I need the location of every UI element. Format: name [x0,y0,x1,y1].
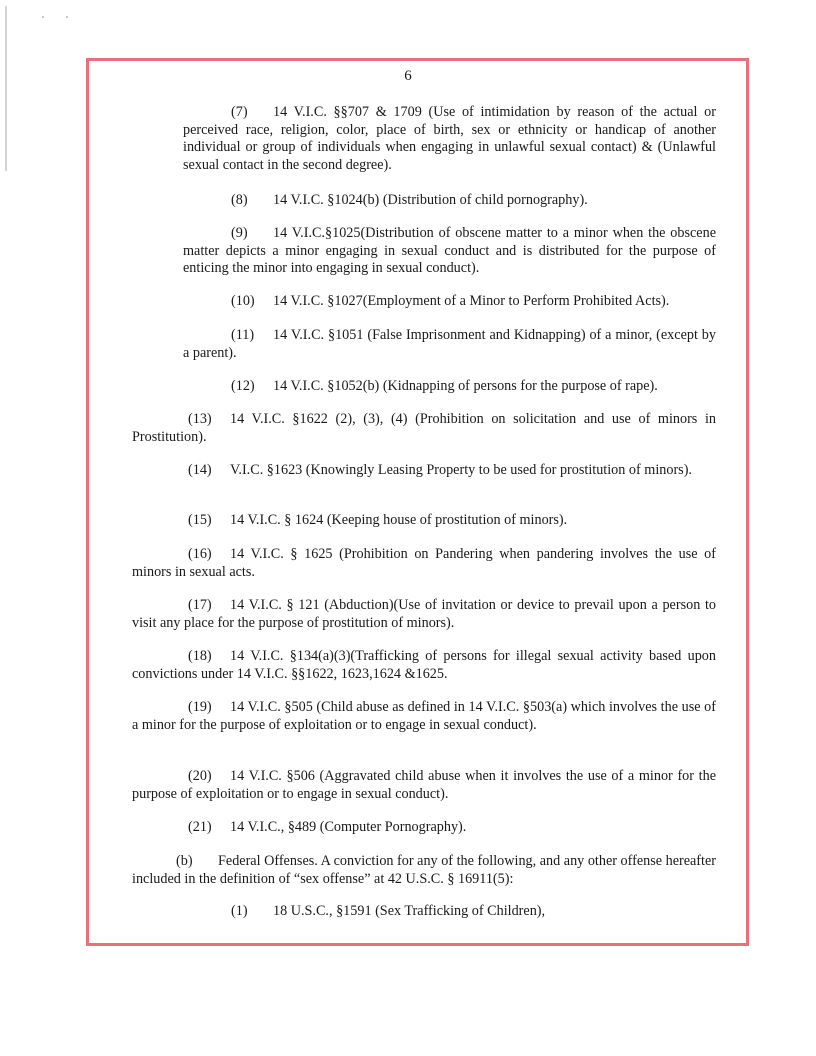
item-text: 14 V.I.C. § 1625 (Prohibition on Pandering when pandering involves the use of minors in sexual acts. [132,546,716,580]
page-number: 6 [404,68,412,84]
item-text: 14 V.I.C., §489 (Computer Pornography). [230,819,467,835]
list-item [132,597,716,632]
item-text: 14 V.I.C. §134(a)(3)(Trafficking of persons for illegal sexual activity based upon convictions under 14 V.I.C. §§1622, 1623,1624 &1625. [132,648,716,682]
list-item [132,819,716,837]
list-item [132,699,716,734]
list-item [183,293,716,311]
item-text: 14 V.I.C. §§707 & 1709 (Use of intimidation by reason of the actual or perceived race, religion, color, place of birth, sex or ethnicity or handicap of another individual or group of individuals when engaging in unlawful sexual contact) & (Unlawful sexual contact in the second degree). [183,104,716,173]
list-item [132,512,716,530]
item-number: (21) [188,819,212,835]
item-text: 18 U.S.C., §1591 (Sex Trafficking of Children), [273,903,546,919]
item-text: 14 V.I.C. §1052(b) (Kidnapping of persons for the purpose of rape). [273,378,658,394]
item-number: (9) [231,225,248,241]
item-text: 14 V.I.C. §506 (Aggravated child abuse when it involves the use of a minor for the purpose of exploitation or to engage in sexual conduct). [132,768,716,802]
item-text: 14 V.I.C. §505 (Child abuse as defined in 14 V.I.C. §503(a) which involves the use of a minor for the purpose of exploitation or to engage in sexual conduct). [132,699,716,733]
item-text: 14 V.I.C. §1622 (2), (3), (4) (Prohibition on solicitation and use of minors in Prostitution). [132,411,716,445]
item-number: (17) [188,597,212,613]
list-item [132,411,716,446]
item-number: (16) [188,546,212,562]
list-item [132,546,716,581]
item-number: (7) [231,104,248,120]
list-item [132,768,716,803]
item-number: (15) [188,512,212,528]
item-number: (10) [231,293,255,309]
item-text: V.I.C. §1623 (Knowingly Leasing Property to be used for prostitution of minors). [230,462,692,478]
item-number: (11) [231,327,255,343]
list-item [183,192,716,210]
item-text: 14 V.I.C. §1051 (False Imprisonment and Kidnapping) of a minor, (except by a parent). [183,327,716,361]
list-item [183,378,716,396]
list-item [183,225,716,278]
item-number: (18) [188,648,212,664]
list-item [183,903,716,921]
item-number: (19) [188,699,212,715]
list-item [132,648,716,683]
scan-speck [42,16,44,18]
item-text: 14 V.I.C. § 1624 (Keeping house of prostitution of minors). [230,512,568,528]
item-number: (13) [188,411,212,427]
item-text: 14 V.I.C. §1027(Employment of a Minor to Perform Prohibited Acts). [273,293,670,309]
item-number: (20) [188,768,212,784]
item-text: 14 V.I.C. §1024(b) (Distribution of child pornography). [273,192,588,208]
item-text: 14 V.I.C. § 121 (Abduction)(Use of invitation or device to prevail upon a person to visit any place for the purpose of prostitution of minors). [132,597,716,631]
section-text: Federal Offenses. A conviction for any of the following, and any other offense hereafter included in the definition of “sex offense” at 42 U.S.C. § 16911(5): [132,853,716,887]
item-text: 14 V.I.C.§1025(Distribution of obscene matter to a minor when the obscene matter depicts a minor engaging in sexual conduct and is distributed for the purpose of enticing the minor into engaging in sexual conduct). [183,225,716,276]
section-heading-federal [132,853,716,888]
item-number: (14) [188,462,212,478]
section-number: (b) [176,853,193,869]
list-item [183,327,716,362]
item-number: (8) [231,192,248,208]
item-number: (12) [231,378,255,394]
list-item [183,104,716,174]
list-item [132,462,716,480]
scan-speck [66,16,68,18]
item-number: (1) [231,903,248,919]
scan-edge-mark [5,6,7,171]
